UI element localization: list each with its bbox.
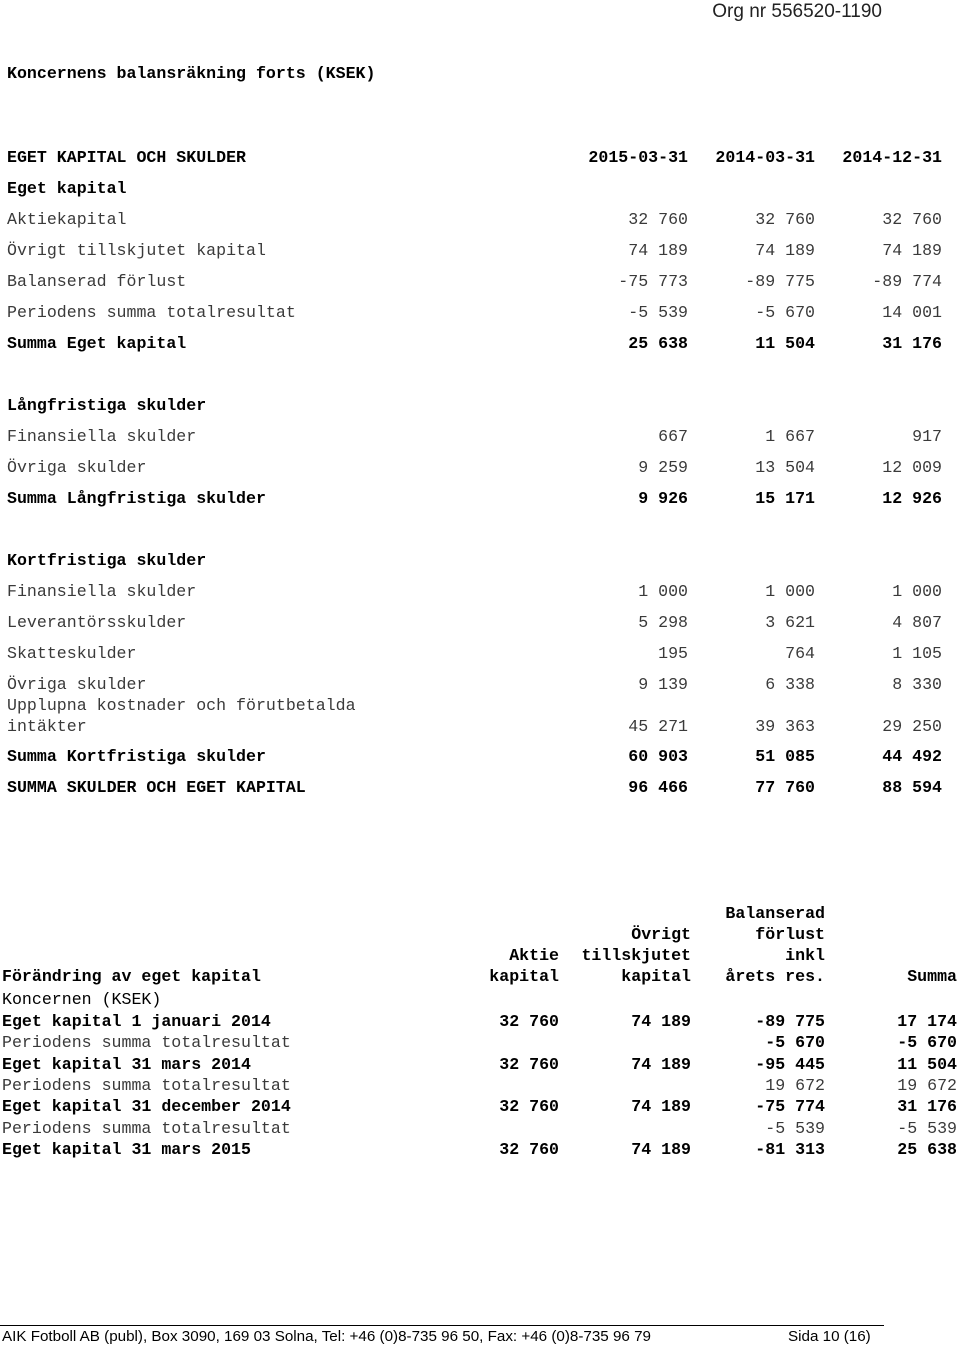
row-value: 1 000 [892,582,942,601]
equity-col-header: förlust [755,925,825,944]
grand-total-label: SUMMA SKULDER OCH EGET KAPITAL [7,778,306,797]
equity-row-value: -75 774 [755,1097,825,1116]
row-value: 32 760 [628,210,688,229]
section-title: Långfristiga skulder [7,396,207,415]
row-value: 74 189 [755,241,815,260]
equity-row-value: 32 760 [499,1012,559,1031]
equity-row-value: -5 670 [765,1033,825,1052]
section-title: Eget kapital [7,179,127,198]
equity-col-header: kapital [621,967,691,986]
section-total-value: 11 504 [755,334,815,353]
equity-row-value: 11 504 [897,1055,957,1074]
row-value: 9 139 [638,675,688,694]
equity-row-value: -81 313 [755,1140,825,1159]
org-number: Org nr 556520-1190 [712,1,882,22]
equity-row-value: 19 672 [897,1076,957,1095]
equity-row-value: 19 672 [765,1076,825,1095]
row-label: Leverantörsskulder [7,613,187,632]
equity-row-value: -95 445 [755,1055,825,1074]
equity-row-label: Periodens summa totalresultat [2,1033,291,1052]
section-total-value: 44 492 [882,747,942,766]
equity-row-label: Eget kapital 1 januari 2014 [2,1012,271,1031]
row-value: -89 775 [745,272,815,291]
equity-row-label: Eget kapital 31 december 2014 [2,1097,291,1116]
row-value: 4 807 [892,613,942,632]
equity-title: Förändring av eget kapital [2,967,261,986]
section-total-label: Summa Kortfristiga skulder [7,747,266,766]
row-label: Aktiekapital [7,210,127,229]
equity-row-value: 17 174 [897,1012,957,1031]
row-label: Skatteskulder [7,644,137,663]
section-total-value: 25 638 [628,334,688,353]
row-value: 13 504 [755,458,815,477]
section-total-value: 12 926 [882,489,942,508]
row-value: 39 363 [755,717,815,736]
equity-row-value: 32 760 [499,1140,559,1159]
balance-header-label: EGET KAPITAL OCH SKULDER [7,148,246,167]
equity-col-header: kapital [489,967,559,986]
equity-row-label: Eget kapital 31 mars 2014 [2,1055,251,1074]
row-label: Övrigt tillskjutet kapital [7,241,266,260]
section-total-label: Summa Långfristiga skulder [7,489,266,508]
equity-col-header: Summa [907,967,957,986]
section-total-value: 9 926 [638,489,688,508]
row-label: Finansiella skulder [7,582,197,601]
row-value: 74 189 [628,241,688,260]
equity-row-value: 31 176 [897,1097,957,1116]
equity-col-header: Aktie [509,946,559,965]
footer-page-number: Sida 10 (16) [788,1328,871,1345]
row-label: Upplupna kostnader och förutbetalda [7,696,356,715]
grand-total-value: 77 760 [755,778,815,797]
row-value: 29 250 [882,717,942,736]
section-total-label: Summa Eget kapital [7,334,187,353]
row-value: 9 259 [638,458,688,477]
equity-row-label: Periodens summa totalresultat [2,1076,291,1095]
row-value: 764 [785,644,815,663]
balance-col-1-header: 2015-03-31 [588,148,688,167]
equity-row-label: Eget kapital 31 mars 2015 [2,1140,251,1159]
section-title: Kortfristiga skulder [7,551,207,570]
row-value: 1 105 [892,644,942,663]
row-label: Balanserad förlust [7,272,187,291]
balance-col-3-header: 2014-12-31 [842,148,942,167]
row-label: Övriga skulder [7,458,147,477]
row-value: 74 189 [882,241,942,260]
equity-row-value: 32 760 [499,1055,559,1074]
equity-row-value: 32 760 [499,1097,559,1116]
row-value: 917 [912,427,942,446]
row-label: Finansiella skulder [7,427,197,446]
row-label: Periodens summa totalresultat [7,303,296,322]
row-value: 8 330 [892,675,942,694]
equity-row-value: -5 539 [765,1119,825,1138]
grand-total-value: 88 594 [882,778,942,797]
row-value: 1 000 [638,582,688,601]
footer-divider [0,1325,884,1326]
row-value: 32 760 [755,210,815,229]
row-value: -75 773 [618,272,688,291]
equity-row-label: Periodens summa totalresultat [2,1119,291,1138]
equity-col-header: tillskjutet [581,946,691,965]
equity-row-value: 74 189 [631,1097,691,1116]
equity-row-value: -5 670 [897,1033,957,1052]
section-total-value: 31 176 [882,334,942,353]
equity-col-header: Övrigt [631,925,691,944]
equity-col-header: årets res. [725,967,825,986]
equity-row-value: 25 638 [897,1140,957,1159]
section-total-value: 60 903 [628,747,688,766]
row-value: -89 774 [872,272,942,291]
footer-company-info: AIK Fotboll AB (publ), Box 3090, 169 03 Solna, Tel: +46 (0)8-735 96 50, Fax: +46 (0)8-735 96 79 [2,1328,651,1345]
row-value: 3 621 [765,613,815,632]
row-value: 6 338 [765,675,815,694]
equity-row-value: 74 189 [631,1140,691,1159]
row-value: -5 670 [755,303,815,322]
row-value: 32 760 [882,210,942,229]
row-label: Övriga skulder [7,675,147,694]
section-total-value: 15 171 [755,489,815,508]
equity-row-value: -89 775 [755,1012,825,1031]
equity-row-value: 74 189 [631,1055,691,1074]
row-value: 667 [658,427,688,446]
equity-row-value: -5 539 [897,1119,957,1138]
row-value: 14 001 [882,303,942,322]
row-value: 45 271 [628,717,688,736]
row-value: -5 539 [628,303,688,322]
grand-total-value: 96 466 [628,778,688,797]
row-value: 5 298 [638,613,688,632]
row-value: 12 009 [882,458,942,477]
section-total-value: 51 085 [755,747,815,766]
equity-col-header: inkl [785,946,825,965]
row-label: intäkter [7,717,87,736]
row-value: 195 [658,644,688,663]
equity-row-value: 74 189 [631,1012,691,1031]
row-value: 1 000 [765,582,815,601]
equity-subtitle: Koncernen (KSEK) [2,990,162,1009]
row-value: 1 667 [765,427,815,446]
balance-col-2-header: 2014-03-31 [715,148,815,167]
equity-col-header: Balanserad [725,904,825,923]
page-title: Koncernens balansräkning forts (KSEK) [7,64,376,83]
